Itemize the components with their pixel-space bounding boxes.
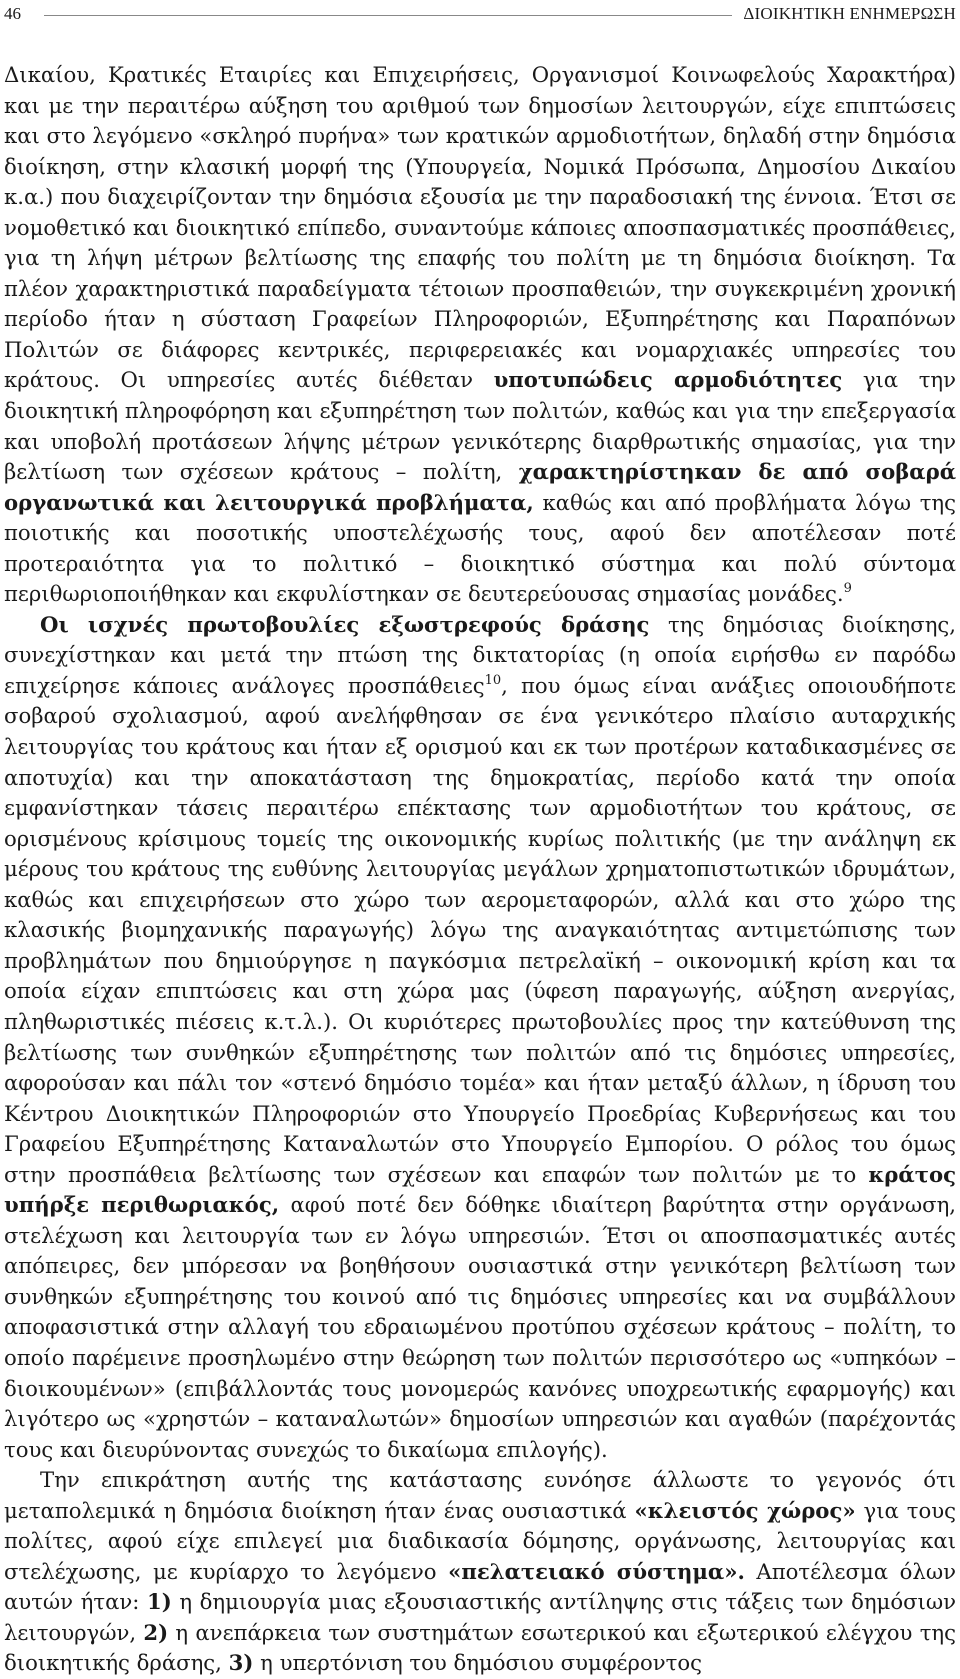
p3-bold-2: «πελατειακό σύστημα». bbox=[448, 1558, 745, 1584]
p3-bold-4: 2) bbox=[143, 1619, 169, 1645]
p1-bold-2: χαρακτηρίστηκαν δε από σοβαρά οργανωτικά και λειτουργικά προβλήματα, bbox=[4, 459, 957, 515]
p3-text-3: Αποτέλεσμα όλων αυτών ήταν: bbox=[4, 1558, 956, 1615]
footnote-ref-10: 10 bbox=[484, 672, 502, 688]
page-number: 46 bbox=[4, 4, 21, 23]
page-header bbox=[4, 4, 956, 30]
paragraph-1 bbox=[4, 60, 956, 610]
p3-bold-5: 3) bbox=[228, 1650, 254, 1676]
p2-text-3: αφού ποτέ δεν δόθηκε ιδιαίτερη βαρύτητα στην οργάνωση, στελέχωση και λειτουργία των εν λόγω υπηρεσιών. Έτσι οι αποσπασματικές αυτές απόπειρες, δεν μπόρεσαν να βοηθήσουν ουσιαστικά στην γενικότερη βελτίωση των συνθηκών εξυπηρέτησης του κοινού από τις δημόσιες υπηρεσίες και να συμβάλλουν αποφασιστικά στην αλλαγή του εδραιωμένου προτύπου σχέσεων κράτους – πολίτη, το οποίο παρέμεινε προσηλωμένο στην θεώρηση των πολιτών περισσότερο ως «υπηκόων – διοικουμένων» (επιβάλλοντάς τους μονομερώς κανόνες υποχρεωτικής εφαρμογής) και λιγότερο ως «χρηστών – καταναλωτών» δημοσίων υπηρεσιών και αγαθών (παρέχοντάς τους και διευρύνοντας συνεχώς το δικαίωμα επιλογής). bbox=[4, 1192, 957, 1462]
p3-bold-3: 1) bbox=[146, 1589, 172, 1615]
p2-text-2: , που όμως είναι ανάξιες οποιουδήποτε σοβαρού σχολιασμού, αφού ανελήφθησαν σε ένα γενικότερο πλαίσιο αυταρχικής λειτουργίας του κράτους και ήταν εξ ορισμού και εκ των προτέρων καταδικασμένες σε αποτυχία) και την αποκατάσταση της δημοκρατίας, περίοδο κατά την οποία εμφανίστηκαν τάσεις περαιτέρω επέκτασης των αρμοδιοτήτων του κράτους, σε ορισμένους κρίσιμους τομείς της οικονομικής κυρίως πολιτικής (με την ανάληψη εκ μέρους του κράτους της ευθύνης λειτουργίας μεγάλων χρηματοπιστωτικών ιδρυμάτων, καθώς και επιχειρήσεων στο χώρο των αερομεταφορών, αλλά και στο χώρο της κλασικής βιομηχανικής παραγωγής) λόγω της αναγκαιότητας αντιμετώπισης των προβλημάτων που δημιούργησε η παγκόσμια πετρελαϊκή – οικονομική κρίση και τα οποία είχαν επιπτώσεις και στη χώρα μας (ύφεση παραγωγής, αύξηση ανεργίας, πληθωριστικές πιέσεις κ.τ.λ.). Οι κυριότερες πρωτοβουλίες προς την κατεύθυνση της βελτίωσης των συνθηκών εξυπηρέτησης των πολιτών από τις δημόσιες υπηρεσίες, αφορούσαν και πάλι τον «στενό δημόσιο τομέα» και ήταν μεταξύ άλλων, η ίδρυση του Κέντρου Διοικητικών Πληροφοριών στο Υπουργείο Προεδρίας Κυβερνήσεως και του Γραφείου Εξυπηρέτησης Καταναλωτών στο Υπουργείο Εμπορίου. Ο ρόλος του όμως στην προσπάθεια βελτίωσης των σχέσεων και επαφών των πολιτών με το bbox=[4, 672, 956, 1187]
p3-text-4: η δημιουργία μιας εξουσιαστικής αντίληψης στις τάξεις των δημόσιων λειτουργών, bbox=[4, 1589, 956, 1645]
running-title: ΔΙΟΙΚΗΤΙΚΗ ΕΝΗΜΕΡΩΣΗ bbox=[743, 4, 956, 23]
p3-text-6: η υπερτόνιση του δημόσιου συμφέροντος bbox=[253, 1650, 702, 1676]
paragraph-3 bbox=[4, 1465, 956, 1679]
p2-bold-2: κράτος υπήρξε περιθωριακός, bbox=[4, 1161, 956, 1218]
p3-text-5: η ανεπάρκεια των συστημάτων εσωτερικού και εξωτερικού ελέγχου της διοικητικής δράσης, bbox=[4, 1619, 956, 1676]
p3-text-2: για τους πολίτες, αφού είχε επιλεγεί μια διαδικασία δόμησης, οργάνωσης, λειτουργίας και στελέχωσης, με κυρίαρχο το λεγόμενο bbox=[4, 1497, 956, 1584]
paragraph-2 bbox=[4, 610, 956, 1465]
p3-text-1: Την επικράτηση αυτής της κατάστασης ευνόησε άλλωστε το γεγονός ότι μεταπολεμικά η δημόσια διοίκηση ήταν ένας ουσιαστικά bbox=[4, 1467, 956, 1523]
p1-bold-1: υποτυπώδεις αρμοδιότητες bbox=[493, 367, 843, 393]
p1-text-1: Δικαίου, Κρατικές Εταιρίες και Επιχειρήσεις, Οργανισμοί Κοινωφελούς Χαρακτήρα) και με την περαιτέρω αύξηση του αριθμού των δημοσίων λειτουργών, είχε επιπτώσεις και στο λεγόμενο «σκληρό πυρήνα» των κρατικών αρμοδιοτήτων, δηλαδή στην δημόσια διοίκηση, στην κλασική μορφή της (Υπουργεία, Νομικά Πρόσωπα, Δημοσίου Δικαίου κ.α.) που διαχειρίζονταν την δημόσια εξουσία με την παραδοσιακή της έννοια. Έτσι σε νομοθετικό και διοικητικό επίπεδο, συναντούμε κάποιες αποσπασματικές προσπάθειες, για τη λήψη μέτρων βελτίωσης της επαφής του πολίτη με τη δημόσια διοίκηση. Τα πλέον χαρακτηριστικά παραδείγματα τέτοιων προσπαθειών, την συγκεκριμένη χρονική περίοδο ήταν η σύσταση Γραφείων Πληροφοριών, Εξυπηρέτησης και Παραπόνων Πολιτών σε διάφορες κεντρικές, περιφερειακές και νομαρχιακές υπηρεσίες του κράτους. Οι υπηρεσίες αυτές διέθεταν bbox=[4, 62, 956, 393]
p1-text-3: καθώς και από προβλήματα λόγω της ποιοτικής και ποσοτικής υποστελέχωσής τους, αφού δεν αποτέλεσαν ποτέ προτεραιότητα για το πολιτικό – διοικητικό σύστημα και πολύ σύντομα περιθωριοποιήθηκαν και εκφυλίστηκαν σε δευτερεύουσας σημασίας μονάδες. bbox=[4, 489, 956, 607]
header-rule bbox=[44, 15, 732, 16]
p2-text-1: της δημόσιας διοίκησης, συνεχίστηκαν και μετά την πτώση της δικτατορίας (η οποία ειρήσθω εν παρόδω επιχείρησε κάποιες ανάλογες προσπάθειες bbox=[4, 611, 957, 698]
p2-bold-1: Οι ισχνές πρωτοβουλίες εξωστρεφούς δράσης bbox=[40, 611, 650, 637]
p1-text-2: για την διοικητική πληροφόρηση και εξυπηρέτηση των πολιτών, καθώς και για την επεξεργασία και υποβολή προτάσεων λήψης μέτρων γενικότερης διαρθρωτικής σημασίας, για την βελτίωση των σχέσεων κράτους – πολίτη, bbox=[4, 367, 956, 485]
p3-bold-1: «κλειστός χώρος» bbox=[634, 1497, 856, 1523]
body-text bbox=[4, 60, 956, 1679]
footnote-ref-9: 9 bbox=[843, 581, 852, 597]
